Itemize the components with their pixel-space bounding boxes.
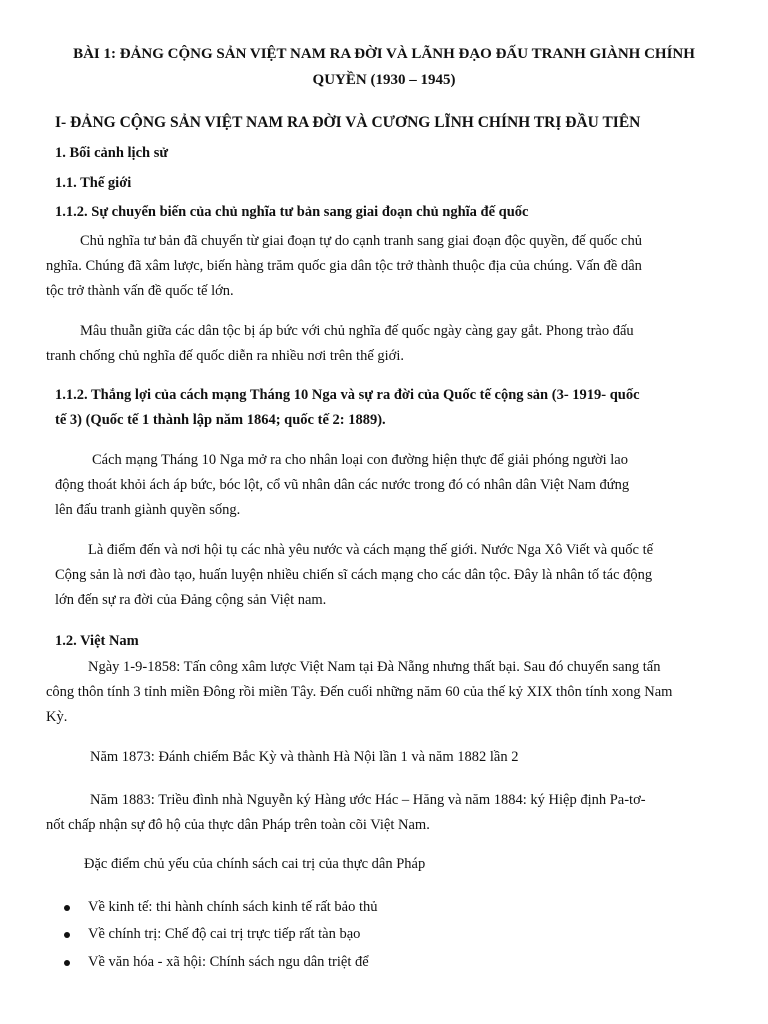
- document-title-line1: BÀI 1: ĐẢNG CỘNG SẢN VIỆT NAM RA ĐỜI VÀ LÃNH ĐẠO ĐẤU TRANH GIÀNH CHÍNH: [73, 46, 695, 62]
- list-item-text: Về văn hóa - xã hội: Chính sách ngu dân triệt để: [88, 954, 369, 970]
- bullet-icon: [64, 960, 70, 966]
- subheading-line: tế 3) (Quốc tế 1 thành lập năm 1864; quốc tế 2: 1889).: [55, 412, 386, 428]
- paragraph-line: lớn đến sự ra đời của Đảng cộng sản Việt nam.: [55, 592, 327, 608]
- paragraph-line: Ngày 1-9-1858: Tấn công xâm lược Việt Nam tại Đà Nẵng nhưng thất bại. Sau đó chuyển sang tấn: [88, 659, 661, 675]
- paragraph-line: Là điểm đến và nơi hội tụ các nhà yêu nước và cách mạng thế giới. Nước Nga Xô Viết và quốc tế: [88, 542, 654, 558]
- paragraph-line: nghĩa. Chúng đã xâm lược, biến hàng trăm quốc gia dân tộc trở thành thuộc địa của chúng. Vấn đề dân: [46, 258, 642, 274]
- paragraph-line: động thoát khỏi ách áp bức, bóc lột, cổ vũ nhân dân các nước trong đó có nhân dân Việt Nam đứng: [55, 477, 630, 493]
- paragraph-line: Năm 1883: Triều đình nhà Nguyễn ký Hàng ước Hác – Hăng và năm 1884: ký Hiệp định Pa-tơ-: [90, 792, 646, 808]
- paragraph-line: nốt chấp nhận sự đô hộ của thực dân Pháp trên toàn cõi Việt Nam.: [46, 817, 430, 833]
- subheading-world: 1.1. Thế giới: [55, 175, 132, 191]
- paragraph-line: Cộng sản là nơi đào tạo, huấn luyện nhiều chiến sĩ cách mạng cho các dân tộc. Đây là nhân tố tác động: [55, 567, 653, 583]
- paragraph-line: Kỳ.: [46, 709, 68, 725]
- paragraph-line: công thôn tính 3 tỉnh miền Đông rồi miền Tây. Đến cuối những năm 60 của thế kỷ XIX thôn tính xong Nam: [46, 684, 673, 700]
- bullet-icon: [64, 905, 70, 911]
- paragraph-line: tộc trở thành vấn đề quốc tế lớn.: [46, 283, 234, 299]
- subheading-line: 1.1.2. Thắng lợi của cách mạng Tháng 10 Nga và sự ra đời của Quốc tế cộng sản (3- 1919- quốc: [55, 387, 640, 403]
- list-item-text: Về chính trị: Chế độ cai trị trực tiếp rất tàn bạo: [88, 926, 361, 942]
- list-item-text: Về kinh tế: thi hành chính sách kinh tế rất bảo thủ: [88, 899, 378, 915]
- section-heading: I- ĐẢNG CỘNG SẢN VIỆT NAM RA ĐỜI VÀ CƯƠNG LĨNH CHÍNH TRỊ ĐẦU TIÊN: [55, 114, 641, 131]
- subheading-vietnam: 1.2. Việt Nam: [55, 633, 139, 649]
- paragraph-line: lên đấu tranh giành quyền sống.: [55, 502, 241, 518]
- paragraph-line: Cách mạng Tháng 10 Nga mở ra cho nhân loại con đường hiện thực để giải phóng người lao: [92, 452, 628, 468]
- subheading-capitalism: 1.1.2. Sự chuyển biến của chủ nghĩa tư bản sang giai đoạn chủ nghĩa đế quốc: [55, 204, 529, 220]
- document-title-line2: QUYỀN (1930 – 1945): [312, 72, 456, 88]
- paragraph-line: tranh chống chủ nghĩa đế quốc diễn ra nhiều nơi trên thế giới.: [46, 348, 404, 364]
- paragraph-1873: Năm 1873: Đánh chiếm Bắc Kỳ và thành Hà Nội lần 1 và năm 1882 lần 2: [90, 749, 519, 765]
- paragraph-policy-features: Đặc điểm chủ yếu của chính sách cai trị của thực dân Pháp: [84, 856, 426, 872]
- bullet-icon: [64, 932, 70, 938]
- paragraph-line: Chủ nghĩa tư bản đã chuyển từ giai đoạn tự do cạnh tranh sang giai đoạn độc quyền, đế quốc chủ: [80, 233, 642, 249]
- subheading-context: 1. Bối cảnh lịch sử: [55, 145, 169, 161]
- paragraph-line: Mâu thuẫn giữa các dân tộc bị áp bức với chủ nghĩa đế quốc ngày càng gay gắt. Phong trào đấu: [80, 323, 634, 339]
